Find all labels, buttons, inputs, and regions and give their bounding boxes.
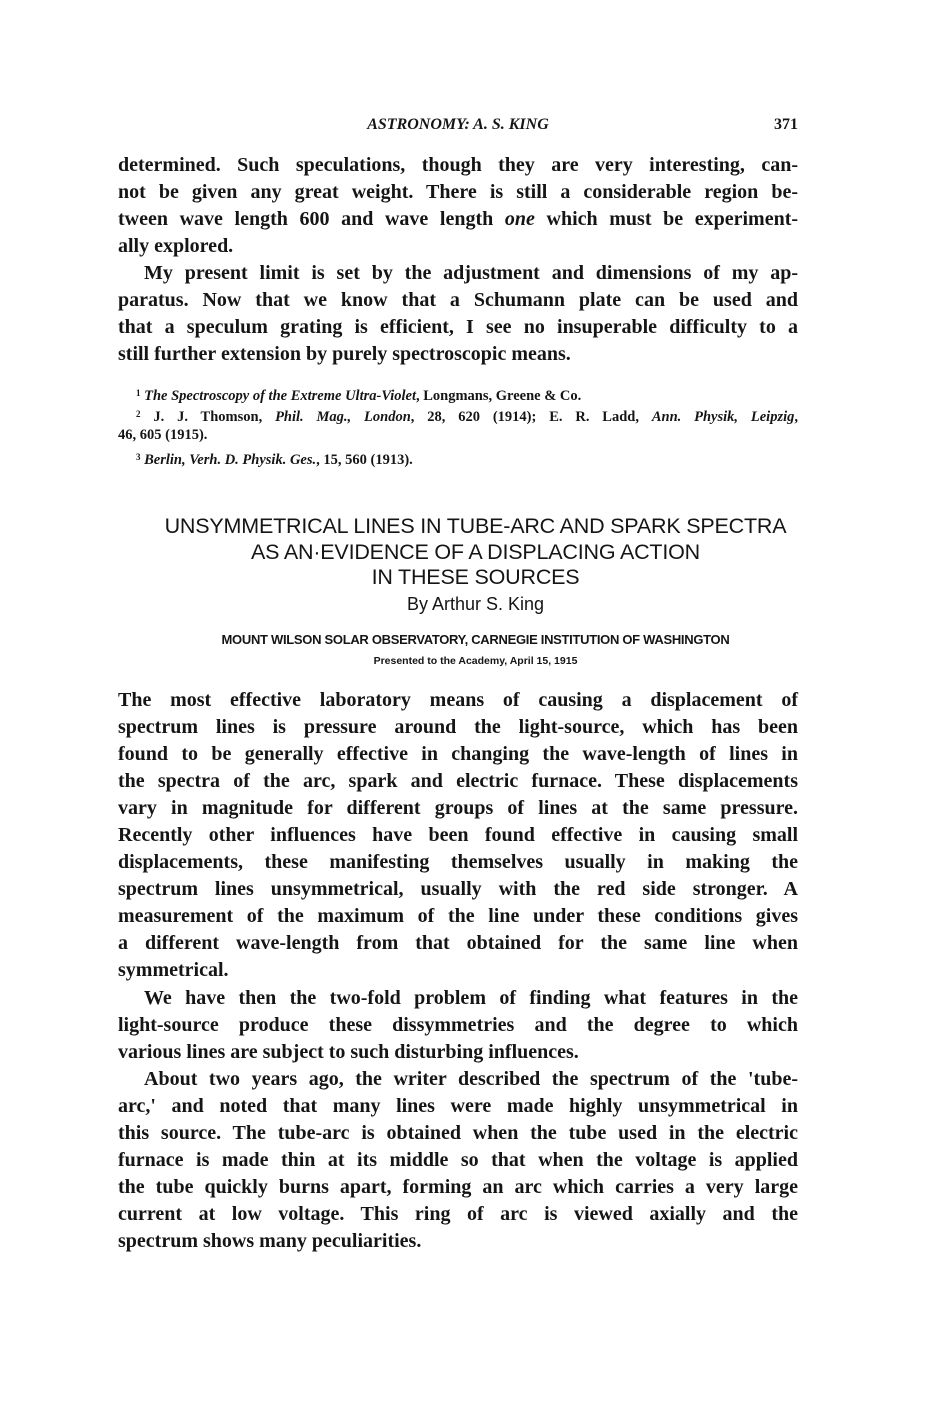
text-line xyxy=(118,876,798,903)
paragraph xyxy=(118,152,798,260)
text-span: We have then the two-fold problem of finding what features in the xyxy=(144,987,798,1009)
footnote-mark: 3 xyxy=(136,452,141,462)
text-span: spectrum lines is pressure around the light-source, which has been xyxy=(118,716,798,738)
text-line xyxy=(118,849,798,876)
text-line xyxy=(118,795,798,822)
text-line xyxy=(118,425,798,446)
italic-span: The Spectroscopy of the Extreme Ultra-Violet xyxy=(144,388,416,404)
text-span: measurement of the maximum of the line under these conditions gives xyxy=(118,905,798,927)
text-line xyxy=(118,930,798,957)
text-line xyxy=(118,1201,798,1228)
text-span: Recently other influences have been found effective in causing small xyxy=(118,824,798,846)
text-span: paratus. Now that we know that a Schumann plate can be used and xyxy=(118,289,798,311)
text-span: arc,' and noted that many lines were made highly unsymmetrical in xyxy=(118,1095,798,1117)
text-line xyxy=(118,152,798,179)
text-line xyxy=(118,404,798,425)
text-span: 46, 605 (1915). xyxy=(118,427,208,443)
text-line xyxy=(118,957,798,984)
text-span: , Longmans, Greene & Co. xyxy=(415,388,582,404)
text-span: The most effective laboratory means of causing a displacement of xyxy=(118,689,798,711)
title-line: AS AN·EVIDENCE OF A DISPLACING ACTION xyxy=(251,539,700,564)
text-span: , 28, 620 (1914); E. R. Ladd, xyxy=(410,409,652,425)
text-span: spectrum shows many peculiarities. xyxy=(118,1230,422,1252)
text-span: spectrum lines unsymmetrical, usually with the red side stronger. A xyxy=(118,878,798,900)
text-span: current at low voltage. This ring of arc is viewed axially and the xyxy=(118,1203,798,1225)
text-line xyxy=(118,233,798,260)
text-span: , 15, 560 (1913). xyxy=(316,452,413,468)
text-line xyxy=(118,1093,798,1120)
text-span: found to be generally effective in changing the wave-length of lines in xyxy=(118,743,798,765)
text-line xyxy=(118,341,798,368)
text-line xyxy=(118,903,798,930)
text-span: that a speculum grating is efficient, I see no insuperable difficulty to a xyxy=(118,316,798,338)
text-line xyxy=(118,741,798,768)
text-span: displacements, these manifesting themselves usually in making the xyxy=(118,851,798,873)
text-span: still further extension by purely spectroscopic means. xyxy=(118,343,571,365)
text-line xyxy=(118,1039,798,1066)
text-line xyxy=(118,206,798,233)
text-span: determined. Such speculations, though they are very interesting, can- xyxy=(118,154,798,176)
text-line xyxy=(118,1066,798,1093)
title-line: IN THESE SOURCES xyxy=(371,565,580,589)
text-span: light-source produce these dissymmetries and the degree to which xyxy=(118,1014,798,1036)
text-line xyxy=(118,1228,798,1255)
text-line xyxy=(118,687,798,714)
article-affiliation: MOUNT WILSON SOLAR OBSERVATORY, CARNEGIE INSTITUTION OF WASHINGTON xyxy=(221,632,730,647)
text-span: various lines are subject to such disturbing influences. xyxy=(118,1041,579,1063)
text-line xyxy=(118,985,798,1012)
italic-span: one xyxy=(504,208,535,230)
text-line xyxy=(118,1174,798,1201)
text-span: , xyxy=(794,409,799,425)
paragraph xyxy=(118,1066,798,1255)
text-span: the spectra of the arc, spark and electric furnace. These displacements xyxy=(118,770,798,792)
paragraph xyxy=(118,687,798,984)
text-line xyxy=(118,260,798,287)
text-line xyxy=(118,822,798,849)
footnote xyxy=(118,447,798,468)
text-line xyxy=(118,383,798,404)
text-span: this source. The tube-arc is obtained when the tube used in the electric xyxy=(118,1122,798,1144)
text-span: J. J. Thomson, xyxy=(153,409,276,425)
footnote xyxy=(118,404,798,446)
text-line xyxy=(118,1012,798,1039)
text-span: tween wave length 600 and wave length xyxy=(118,208,505,230)
footnote-mark: 2 xyxy=(136,409,141,419)
text-span: symmetrical. xyxy=(118,959,229,981)
text-span: ally explored. xyxy=(118,235,234,257)
text-span: the tube quickly burns apart, forming an arc which carries a very large xyxy=(118,1176,798,1198)
italic-span: Ann. Physik, Leipzig xyxy=(651,409,795,425)
footnote-mark: 1 xyxy=(136,388,141,398)
italic-span: Berlin, Verh. D. Physik. Ges. xyxy=(144,452,317,468)
text-line xyxy=(118,714,798,741)
paragraph xyxy=(118,985,798,1066)
presented-note: Presented to the Academy, April 15, 1915 xyxy=(373,655,578,667)
page-header xyxy=(118,116,798,138)
footnote xyxy=(118,383,798,404)
text-span: furnace is made thin at its middle so that when the voltage is applied xyxy=(118,1149,798,1171)
paragraph xyxy=(118,260,798,368)
text-line xyxy=(118,1147,798,1174)
text-line xyxy=(118,1120,798,1147)
text-span: vary in magnitude for different groups of lines at the same pressure. xyxy=(118,797,798,819)
text-span: not be given any great weight. There is still a considerable region be- xyxy=(118,181,798,203)
text-span: About two years ago, the writer described the spectrum of the 'tube- xyxy=(144,1068,798,1090)
article-author: By Arthur S. King xyxy=(406,594,545,614)
text-line xyxy=(118,179,798,206)
page-number: 371 xyxy=(774,116,798,133)
text-line xyxy=(118,314,798,341)
italic-span: Phil. Mag., London xyxy=(275,409,411,425)
text-span: which must be experiment- xyxy=(534,208,799,230)
running-title: ASTRONOMY: A. S. KING xyxy=(367,116,549,133)
text-span: a different wave-length from that obtained for the same line when xyxy=(118,932,798,954)
text-span: My present limit is set by the adjustment and dimensions of my ap- xyxy=(144,262,798,284)
text-line xyxy=(118,447,798,468)
text-line xyxy=(118,287,798,314)
article-title xyxy=(100,514,851,591)
title-line: UNSYMMETRICAL LINES IN TUBE-ARC AND SPARK SPECTRA xyxy=(164,514,787,538)
text-line xyxy=(118,768,798,795)
